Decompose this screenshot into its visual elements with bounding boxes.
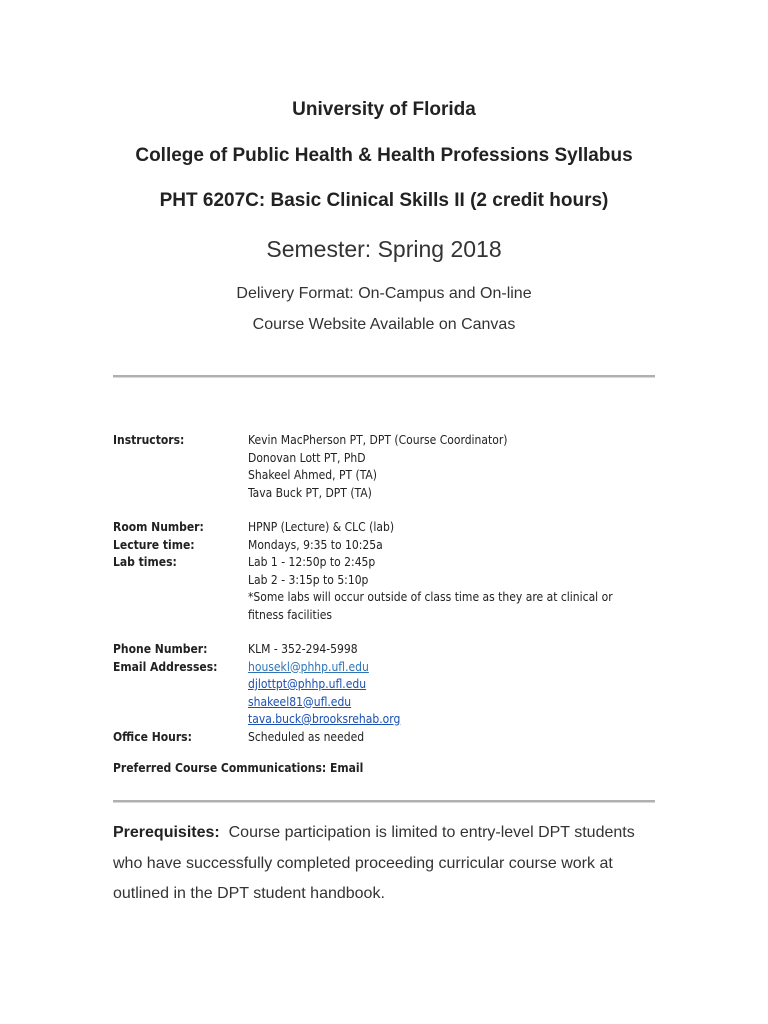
course-info	[113, 432, 673, 778]
instructors-label: Instructors:	[113, 433, 185, 447]
college-title: College of Public Health & Health Professions Syllabus	[135, 145, 633, 166]
preferred-communications: Preferred Course Communications: Email	[113, 761, 364, 775]
semester: Semester: Spring 2018	[266, 236, 502, 262]
lecture-label: Lecture time:	[113, 537, 195, 552]
office-value: Scheduled as needed	[248, 729, 365, 744]
prerequisites-text: Course participation is limited to entry-level DPT students who have successfully completed proceeding curricular course work at outlined in the DPT student handbook.	[113, 824, 635, 902]
divider	[113, 375, 655, 378]
lab-time: Lab 2 - 3:15p to 5:10p	[248, 572, 369, 587]
phone-label: Phone Number:	[113, 642, 208, 656]
instructor: Donovan Lott PT, PhD	[248, 450, 366, 465]
email-link[interactable]: djlottpt@phhp.ufl.edu	[248, 677, 367, 691]
phone-value: KLM - 352-294-5998	[248, 642, 358, 656]
prerequisites-label: Prerequisites:	[113, 824, 220, 841]
room-row	[113, 519, 673, 537]
phone-row	[113, 641, 673, 659]
email-link[interactable]: shakeel81@ufl.edu	[248, 694, 352, 709]
instructor: Shakeel Ahmed, PT (TA)	[248, 468, 377, 482]
room-value: HPNP (Lecture) & CLC (lab)	[248, 520, 395, 534]
university-title: University of Florida	[292, 99, 476, 120]
prerequisites	[113, 818, 658, 910]
lab-row	[113, 554, 673, 624]
divider	[113, 800, 655, 803]
instructor: Tava Buck PT, DPT (TA)	[248, 485, 372, 500]
office-row	[113, 729, 673, 747]
course-website: Course Website Available on Canvas	[252, 316, 516, 333]
email-link[interactable]: tava.buck@brooksrehab.org	[248, 712, 401, 726]
course-title: PHT 6207C: Basic Clinical Skills II (2 credit hours)	[159, 190, 609, 211]
lecture-row	[113, 537, 673, 555]
room-label: Room Number:	[113, 520, 204, 534]
email-link[interactable]: housekl@phhp.ufl.edu	[248, 659, 369, 674]
delivery-format: Delivery Format: On-Campus and On-line	[236, 285, 532, 302]
lab-time: Lab 1 - 12:50p to 2:45p	[248, 555, 376, 569]
instructors-row	[113, 432, 673, 502]
instructor: Kevin MacPherson PT, DPT (Course Coordinator)	[248, 433, 508, 447]
email-row	[113, 659, 673, 729]
lecture-value: Mondays, 9:35 to 10:25a	[248, 537, 383, 552]
lab-label: Lab times:	[113, 555, 177, 569]
email-label: Email Addresses:	[113, 659, 218, 674]
lab-note: *Some labs will occur outside of class time as they are at clinical or fitness facilities	[248, 590, 613, 622]
office-label: Office Hours:	[113, 729, 192, 744]
